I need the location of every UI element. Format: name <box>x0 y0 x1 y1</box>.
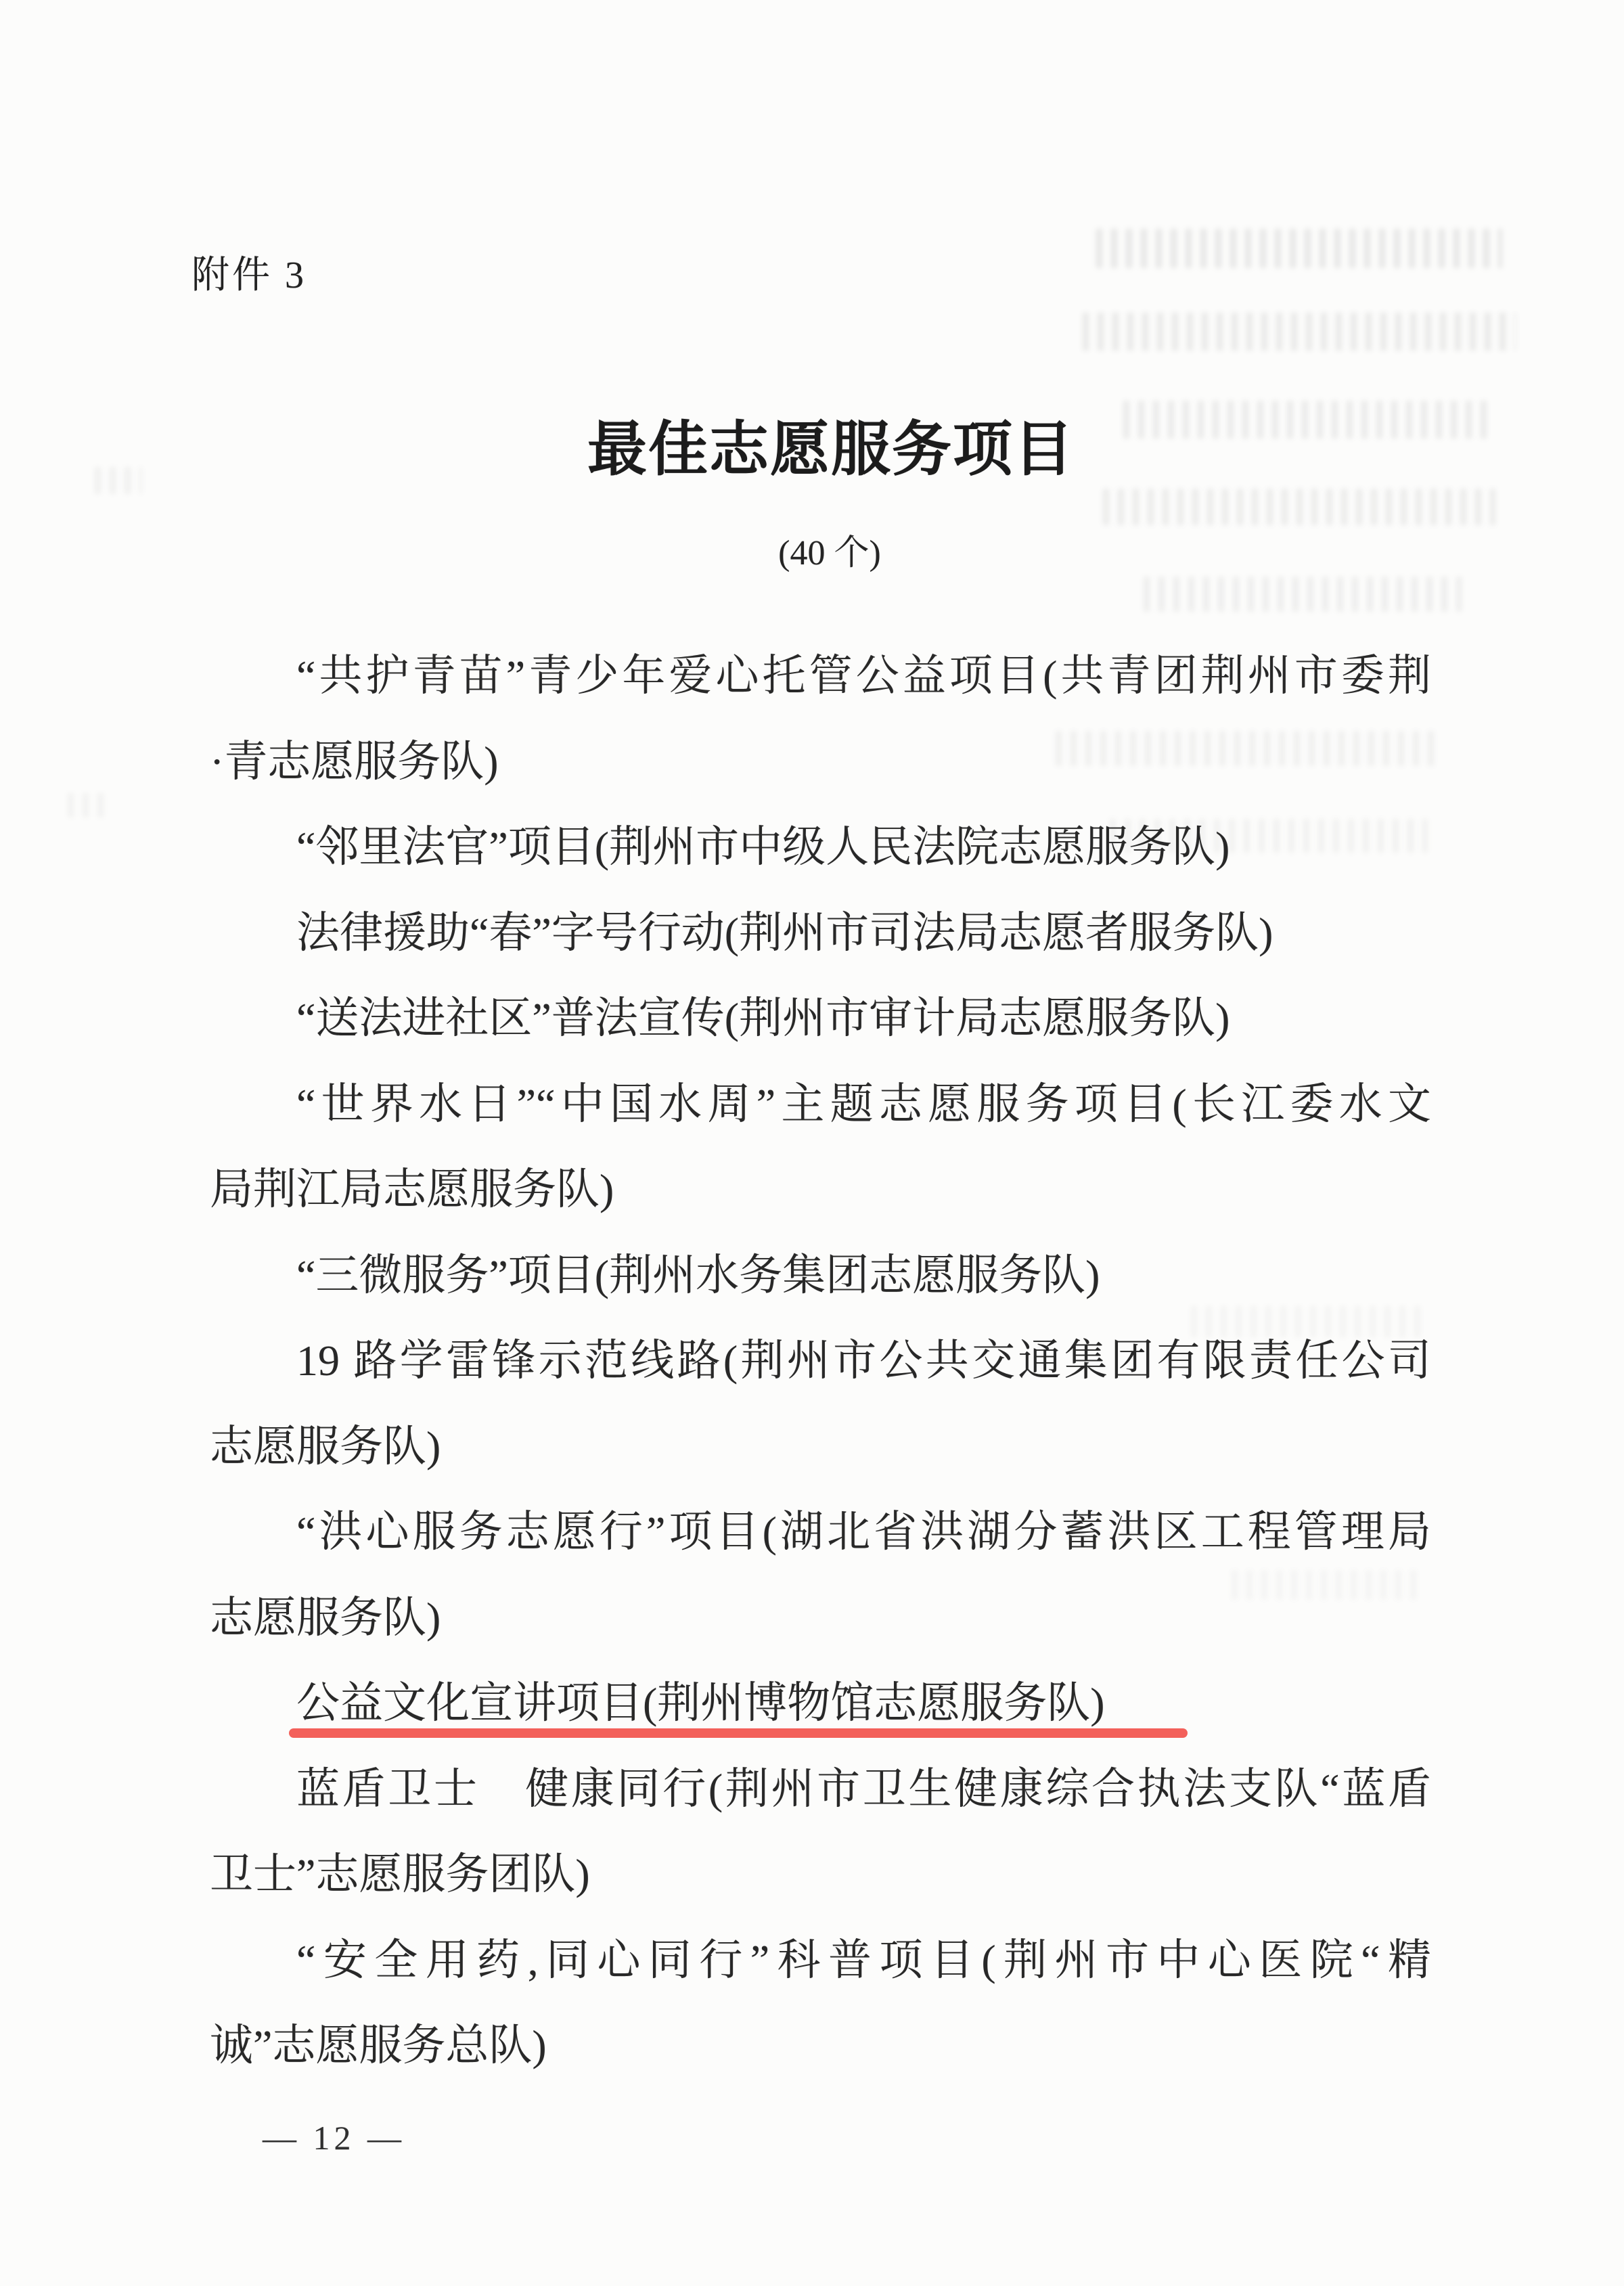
red-underline-mark <box>289 1728 1188 1738</box>
bleed-through-artifact <box>68 793 106 817</box>
bleed-through-artifact <box>1144 577 1462 612</box>
project-line <box>210 805 1431 891</box>
project-line-text: 法律援助“春”字号行动(荆州市司法局志愿者服务队) <box>296 908 1273 957</box>
project-line-text: “世界水日”“中国水周”主题志愿服务项目(长江委水文 <box>296 1079 1431 1128</box>
item-count: (40 个) <box>778 534 881 573</box>
project-line-text: 蓝盾卫士 健康同行(荆州市卫生健康综合执法支队“蓝盾 <box>296 1764 1431 1813</box>
project-line <box>210 1062 1431 1148</box>
project-line-text: 志愿服务队) <box>210 1593 441 1642</box>
project-line-text: 诚”志愿服务总队) <box>210 2021 547 2069</box>
project-line-highlighted <box>210 1661 1431 1747</box>
project-line <box>210 2003 1431 2089</box>
project-line <box>210 1575 1431 1661</box>
project-line-text: “安全用药,同心同行”科普项目(荆州市中心医院“精 <box>296 1935 1431 1984</box>
project-line-text: 公益文化宣讲项目(荆州博物馆志愿服务队) <box>296 1679 1105 1727</box>
attachment-label: 附件 3 <box>191 254 307 296</box>
page-title: 最佳志愿服务项目 <box>587 418 1075 483</box>
project-line <box>210 976 1431 1062</box>
project-list <box>210 633 1431 2089</box>
bleed-through-artifact <box>1083 313 1516 351</box>
project-line <box>210 1404 1431 1490</box>
project-line-text: 志愿服务队) <box>210 1422 441 1471</box>
project-line <box>210 1318 1431 1404</box>
bleed-through-artifact <box>1103 489 1495 525</box>
bleed-through-artifact <box>1096 229 1502 268</box>
project-line-text: “送法进社区”普法宣传(荆州市审计局志愿服务队) <box>296 994 1230 1042</box>
project-line <box>210 891 1431 977</box>
project-line <box>210 1918 1431 2004</box>
project-line-text: “邻里法官”项目(荆州市中级人民法院志愿服务队) <box>296 823 1230 871</box>
project-line <box>210 1233 1431 1319</box>
project-line <box>210 633 1431 719</box>
project-line <box>210 719 1431 805</box>
project-line <box>210 1832 1431 1918</box>
project-line-text: 卫士”志愿服务团队) <box>210 1850 590 1898</box>
project-line-text: 19 路学雷锋示范线路(荆州市公共交通集团有限责任公司 <box>296 1337 1431 1385</box>
project-line-text: “洪心服务志愿行”项目(湖北省洪湖分蓄洪区工程管理局 <box>296 1508 1431 1556</box>
project-line-text: “三微服务”项目(荆州水务集团志愿服务队) <box>296 1251 1100 1299</box>
project-line <box>210 1747 1431 1833</box>
project-line-text: ·青志愿服务队) <box>210 737 499 786</box>
project-line <box>210 1489 1431 1575</box>
project-line-text: “共护青苗”青少年爱心托管公益项目(共青团荆州市委荆 <box>296 652 1431 700</box>
project-line-text: 局荆江局志愿服务队) <box>210 1165 614 1213</box>
page-number: — 12 — <box>263 2119 405 2157</box>
project-line <box>210 1147 1431 1233</box>
